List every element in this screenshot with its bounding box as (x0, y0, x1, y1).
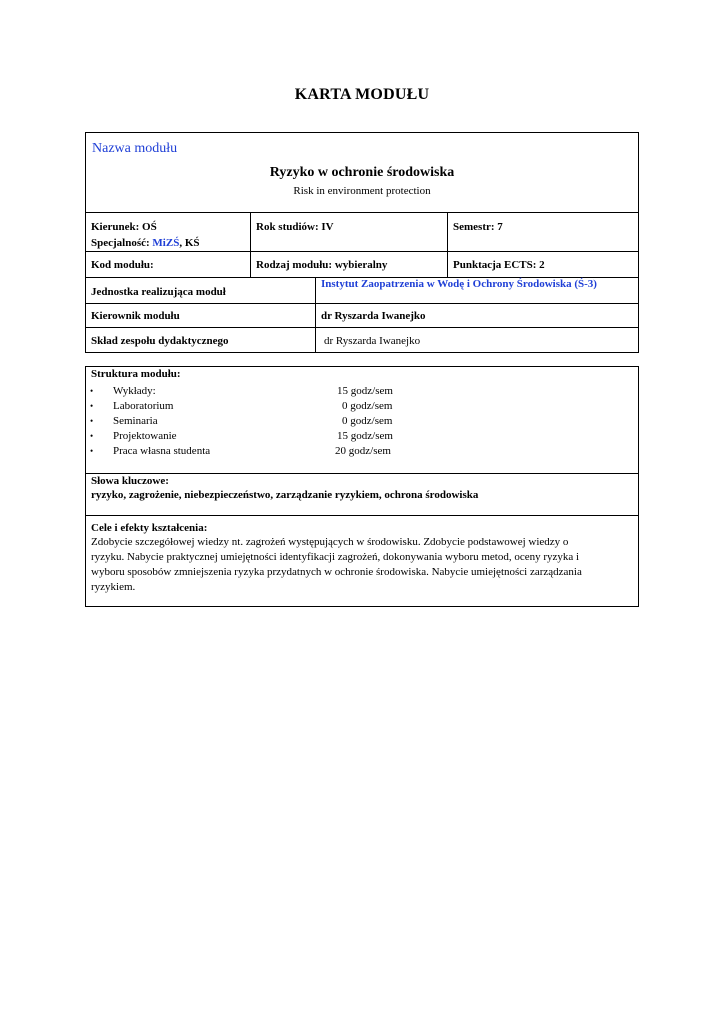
module-name-box (85, 132, 639, 213)
kierownik-label: Kierownik modułu (91, 310, 180, 322)
bullet-icon: • (90, 401, 94, 411)
goals-line: wyboru sposobów zmniejszenia ryzyka przydatnych w ochronie środowiska. Nabycie umiejętności zarządzania (91, 566, 582, 578)
structure-box (85, 366, 639, 474)
kierunek-cell (85, 212, 251, 252)
specjalnosc-line (91, 237, 200, 249)
module-name-en: Risk in environment protection (293, 185, 431, 197)
specjalnosc-label: Specjalność: (91, 237, 153, 249)
module-name-label: Nazwa modułu (92, 141, 178, 156)
bullet-icon: • (90, 386, 94, 396)
structure-item-hours: 20 godz/sem (335, 445, 391, 457)
zespol-label: Skład zespołu dydaktycznego (91, 335, 229, 347)
structure-item-label: Praca własna studenta (113, 445, 211, 457)
rodzaj-text: Rodzaj modułu: wybieralny (256, 259, 388, 271)
jednostka-label-cell (85, 277, 316, 304)
kod-cell (85, 251, 251, 278)
keywords-box (85, 473, 639, 516)
keywords-heading: Słowa kluczowe: (91, 475, 169, 487)
structure-item-label: Laboratorium (113, 400, 174, 412)
structure-item-label: Wykłady: (113, 385, 156, 397)
goals-line: ryzykiem. (91, 581, 136, 593)
bullet-icon: • (90, 446, 94, 456)
kierunek-text: Kierunek: OŚ (91, 221, 157, 233)
goals-line: Zdobycie szczegółowej wiedzy nt. zagrożeń występujących w środowisku. Zdobycie podstawowej wiedzy o (91, 536, 569, 548)
structure-heading: Struktura modułu: (91, 368, 181, 380)
page-title: KARTA MODUŁU (294, 86, 430, 103)
kierownik-value-cell (315, 303, 639, 328)
rok-text: Rok studiów: IV (256, 221, 334, 233)
structure-item-hours: 15 godz/sem (337, 430, 393, 442)
semestr-text: Semestr: 7 (453, 221, 503, 233)
rodzaj-cell (250, 251, 448, 278)
zespol-label-cell (85, 327, 316, 353)
kierownik-value: dr Ryszarda Iwanejko (321, 310, 426, 322)
specjalnosc-rest: , KŚ (179, 237, 200, 249)
semestr-cell (447, 212, 639, 252)
bullet-icon: • (90, 416, 94, 426)
ects-text: Punktacja ECTS: 2 (453, 259, 545, 271)
module-name-pl: Ryzyko w ochronie środowiska (269, 165, 455, 180)
specjalnosc-link[interactable]: MiZŚ (152, 237, 180, 249)
goals-box (85, 515, 639, 607)
jednostka-value[interactable]: Instytut Zaopatrzenia w Wodę i Ochrony Środowiska (Ś-3) (321, 278, 597, 290)
goals-line: ryzyku. Nabycie praktycznej umiejętności identyfikacji zagrożeń, dokonywania wyboru metod, oceny ryzyka i (91, 551, 580, 563)
ects-cell (447, 251, 639, 278)
structure-item-hours: 0 godz/sem (342, 400, 393, 412)
kierownik-label-cell (85, 303, 316, 328)
jednostka-label: Jednostka realizująca moduł (91, 286, 226, 298)
structure-item-hours: 0 godz/sem (342, 415, 393, 427)
jednostka-value-cell (315, 277, 639, 304)
keywords-text: ryzyko, zagrożenie, niebezpieczeństwo, zarządzanie ryzykiem, ochrona środowiska (91, 489, 479, 501)
rok-cell (250, 212, 448, 252)
bullet-icon: • (90, 431, 94, 441)
structure-item-label: Seminaria (113, 415, 158, 427)
structure-item-hours: 15 godz/sem (337, 385, 393, 397)
goals-heading: Cele i efekty kształcenia: (91, 522, 208, 534)
zespol-value: dr Ryszarda Iwanejko (324, 335, 421, 347)
kod-text: Kod modułu: (91, 259, 154, 271)
zespol-value-cell (315, 327, 639, 353)
structure-item-label: Projektowanie (113, 430, 177, 442)
